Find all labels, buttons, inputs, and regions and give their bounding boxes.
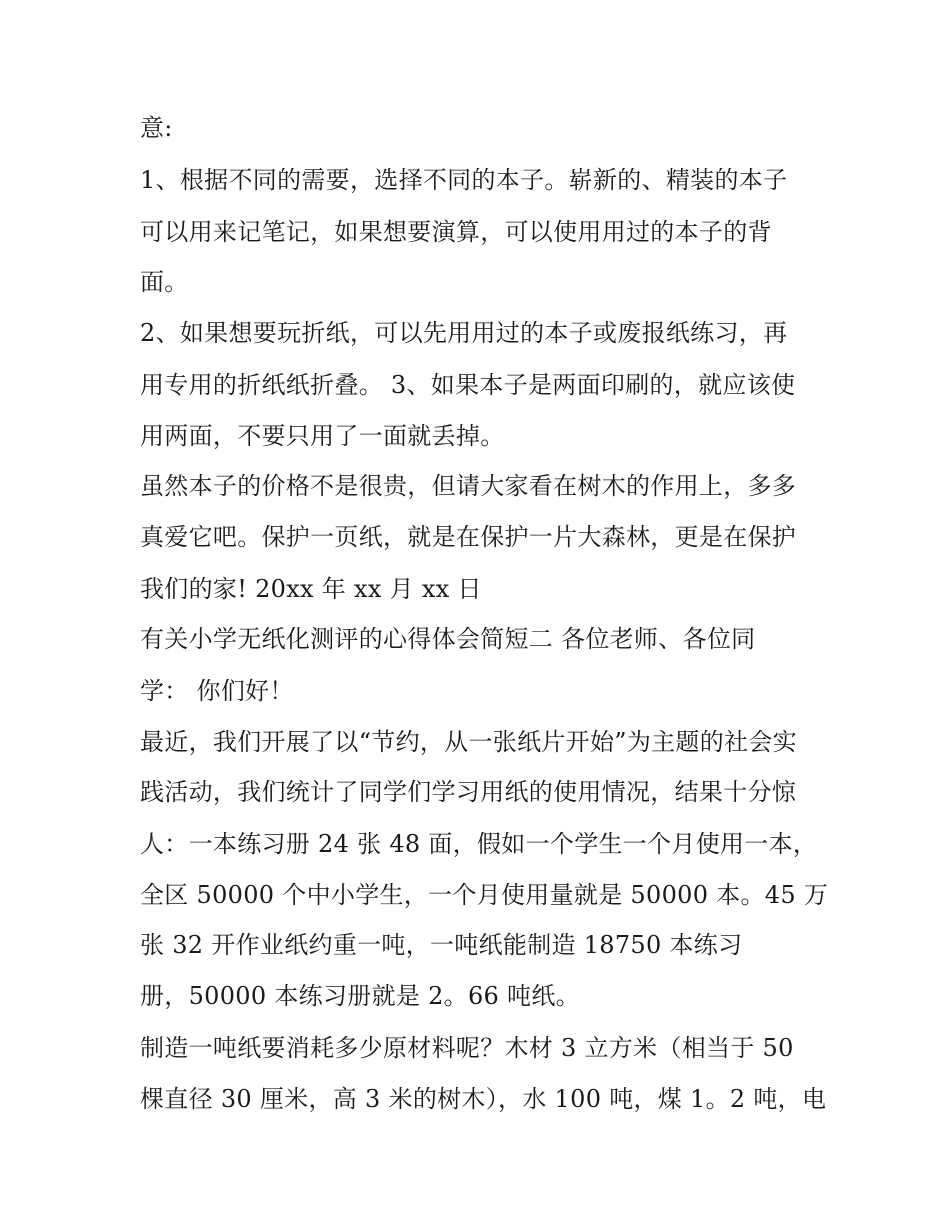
text-line: 册，50000 本练习册就是 2。66 吨纸。 [140, 982, 580, 1010]
text-line: 制造一吨纸要消耗多少原材料呢？木材 3 立方米（相当于 50 [140, 1034, 794, 1062]
text-line: 面。 [140, 268, 189, 296]
text-line: 有关小学无纸化测评的心得体会简短二 各位老师、各位同 [140, 625, 756, 653]
text-line: 最近，我们开展了以“节约，从一张纸片开始”为主题的社会实 [140, 728, 797, 756]
text-line: 棵直径 30 厘米，高 3 米的树木），水 100 吨，煤 1。2 吨，电 [140, 1085, 827, 1113]
text-line: 可以用来记笔记，如果想要演算，可以使用用过的本子的背 [140, 218, 772, 246]
text-line: 践活动，我们统计了同学们学习用纸的使用情况，结果十分惊 [140, 778, 797, 806]
text-line: 虽然本子的价格不是很贵，但请大家看在树木的作用上，多多 [140, 472, 797, 500]
text-line: 用两面，不要只用了一面就丢掉。 [140, 422, 505, 450]
text-line: 用专用的折纸纸折叠。 3、如果本子是两面印刷的，就应该使 [140, 371, 796, 399]
text-line: 我们的家! 20xx 年 xx 月 xx 日 [140, 575, 482, 603]
text-line: 真爱它吧。保护一页纸，就是在保护一片大森林，更是在保护 [140, 523, 797, 551]
text-line: 人：一本练习册 24 张 48 面，假如一个学生一个月使用一本， [140, 830, 818, 858]
text-line: 张 32 开作业纸约重一吨，一吨纸能制造 18750 本练习 [140, 931, 743, 959]
text-line: 2、如果想要玩折纸，可以先用用过的本子或废报纸练习，再 [140, 319, 788, 347]
text-line: 意: [140, 114, 173, 142]
text-line: 全区 50000 个中小学生，一个月使用量就是 50000 本。45 万 [140, 881, 829, 909]
text-line: 1、根据不同的需要，选择不同的本子。崭新的、精装的本子 [140, 166, 788, 194]
text-line: 学： 你们好！ [140, 677, 294, 705]
